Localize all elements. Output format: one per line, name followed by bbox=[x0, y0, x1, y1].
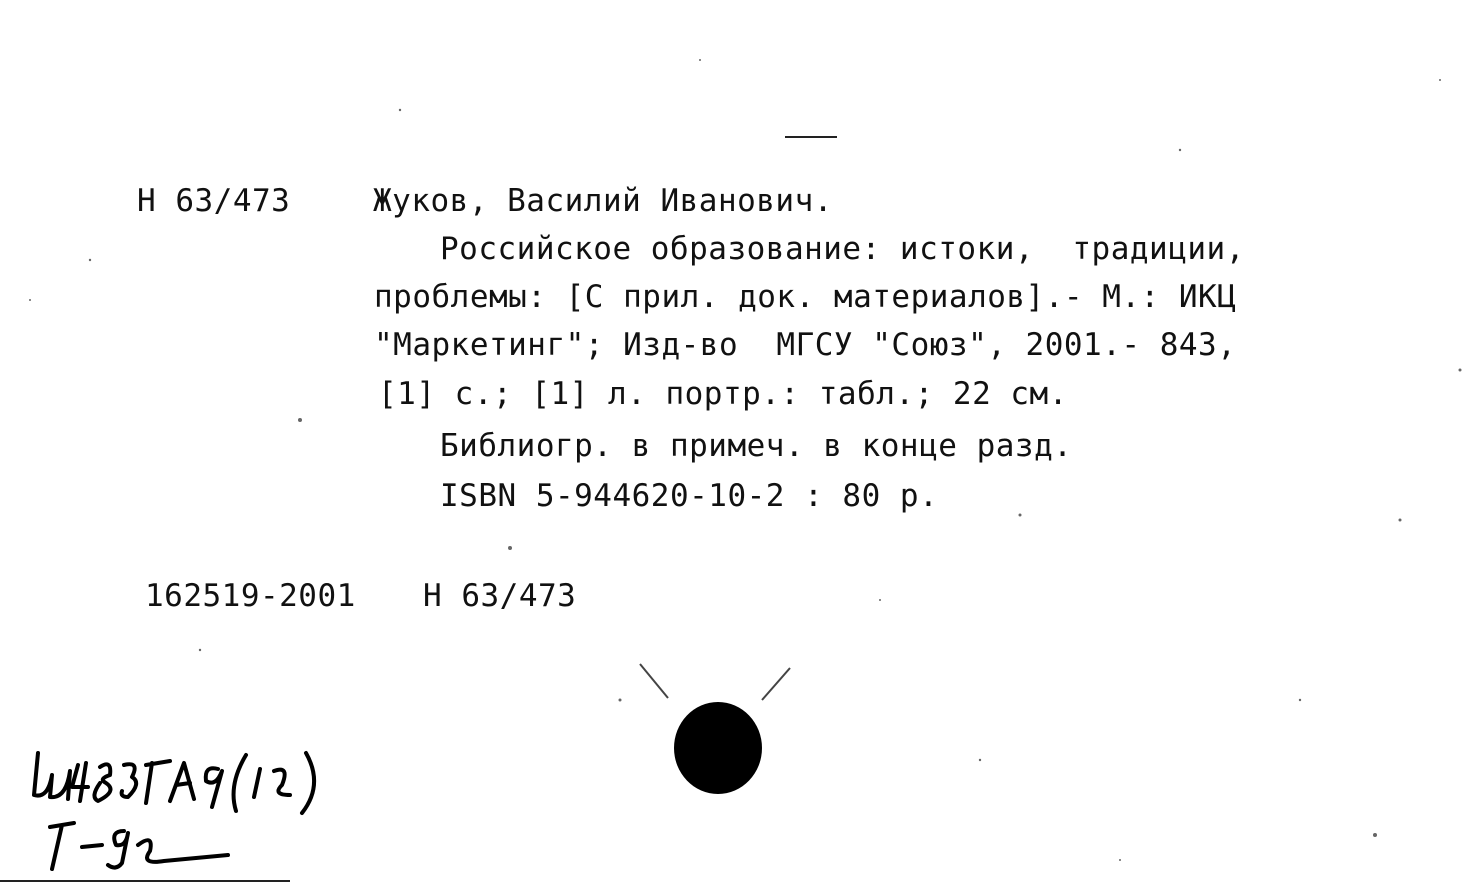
top-rule bbox=[785, 136, 837, 138]
accession-number: 162519-2001 bbox=[145, 578, 356, 614]
description-line: проблемы: [С прил. док. материалов].- М.: ИКЦ bbox=[374, 279, 1237, 315]
punch-hole bbox=[674, 702, 762, 794]
description-line: Российское образование: истоки, традиции, bbox=[440, 231, 1245, 267]
description-line: "Маркетинг"; Изд-во МГСУ "Союз", 2001.- 843, bbox=[374, 327, 1237, 363]
footer-call-number: Н 63/473 bbox=[423, 578, 577, 614]
description-line: [1] с.; [1] л. портр.: табл.; 22 см. bbox=[378, 376, 1068, 412]
author-heading: Жуков, Василий Иванович. bbox=[373, 183, 833, 219]
bibliography-note: Библиогр. в примеч. в конце разд. bbox=[440, 428, 1073, 464]
call-number: Н 63/473 bbox=[137, 183, 291, 219]
isbn-price: ISBN 5-944620-10-2 : 80 р. bbox=[440, 478, 939, 514]
handwritten-classification bbox=[28, 735, 388, 875]
